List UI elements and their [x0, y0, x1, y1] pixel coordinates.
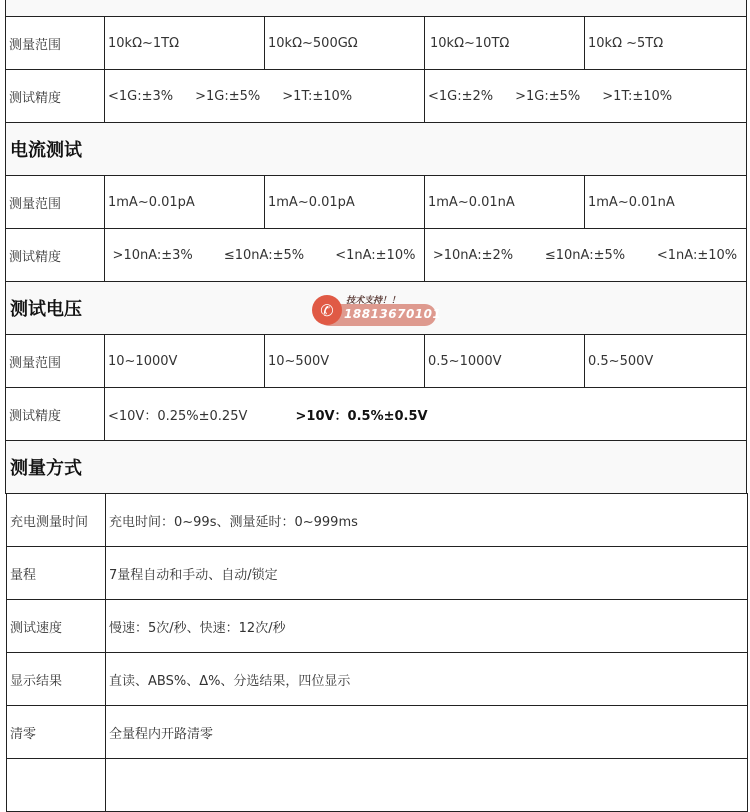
- row-label: 测试精度: [6, 70, 105, 123]
- table-row: [7, 494, 748, 547]
- range-cell: 10kΩ~10TΩ: [425, 17, 585, 70]
- method-table: [6, 493, 748, 812]
- range-cell: 10~1000V: [105, 335, 265, 388]
- range-cell: 10kΩ ~5TΩ: [585, 17, 747, 70]
- phone-icon: ✆: [312, 295, 342, 325]
- row-label: 测量范围: [6, 335, 105, 388]
- accuracy-value: >1T:±10%: [282, 88, 353, 104]
- range-cell: 1mA~0.01pA: [265, 176, 425, 229]
- accuracy-value: ≤10nA:±5%: [223, 247, 305, 263]
- row-value: 7量程自动和手动、自动/锁定: [106, 547, 748, 600]
- row-label: 测量范围: [6, 176, 105, 229]
- table-row: [7, 653, 748, 706]
- table-row: [6, 229, 747, 282]
- contact-watermark: [312, 293, 442, 331]
- row-value: 充电时间：0~99s、测量延时：0~999ms: [106, 494, 748, 547]
- accuracy-value: <10V：0.25%±0.25V: [108, 408, 248, 424]
- accuracy-value: >10V：0.5%±0.5V: [295, 408, 428, 424]
- row-label: 充电测量时间: [7, 494, 106, 547]
- accuracy-value: >10nA:±3%: [112, 247, 193, 263]
- range-cell: 10kΩ~1TΩ: [105, 17, 265, 70]
- accuracy-cell: [425, 70, 747, 123]
- row-label: 清零: [7, 706, 106, 759]
- range-cell: 1mA~0.01pA: [105, 176, 265, 229]
- table-row: [7, 706, 748, 759]
- row-label: 量程: [7, 547, 106, 600]
- row-label: 测试精度: [6, 229, 105, 282]
- accuracy-cell: [105, 388, 747, 441]
- section-title: 测试电压: [6, 282, 747, 335]
- accuracy-value: >10nA:±2%: [432, 247, 514, 263]
- range-cell: 1mA~0.01nA: [425, 176, 585, 229]
- watermark-caption: 技术支持！！: [346, 296, 401, 306]
- accuracy-value: <1G:±3%: [108, 88, 174, 104]
- row-label: 测试精度: [6, 388, 105, 441]
- row-label: 显示结果: [7, 653, 106, 706]
- section-title: 测量方式: [6, 441, 747, 494]
- row-value: 全量程内开路清零: [106, 706, 748, 759]
- table-row: [7, 759, 748, 812]
- row-value: 直读、ABS%、Δ%、分选结果，四位显示: [106, 653, 748, 706]
- range-cell: 0.5~1000V: [425, 335, 585, 388]
- accuracy-value: <1G:±2%: [428, 88, 494, 104]
- range-cell: 0.5~500V: [585, 335, 747, 388]
- section-header: [6, 123, 747, 176]
- accuracy-cell: [425, 229, 747, 282]
- previous-section-header: [5, 0, 747, 17]
- range-cell: 1mA~0.01nA: [585, 176, 747, 229]
- row-label: 测试速度: [7, 600, 106, 653]
- spec-table: [5, 16, 747, 494]
- accuracy-cell: [105, 70, 425, 123]
- row-value: 慢速：5次/秒、快速：12次/秒: [106, 600, 748, 653]
- row-label: [7, 759, 106, 812]
- accuracy-value: >1T:±10%: [602, 88, 673, 104]
- table-row: [7, 547, 748, 600]
- range-cell: 10~500V: [265, 335, 425, 388]
- table-row: [6, 335, 747, 388]
- accuracy-value: <1nA:±10%: [335, 247, 416, 263]
- table-row: [6, 388, 747, 441]
- accuracy-value: ≤10nA:±5%: [544, 247, 626, 263]
- accuracy-value: >1G:±5%: [515, 88, 581, 104]
- accuracy-value: <1nA:±10%: [656, 247, 738, 263]
- table-row: [6, 176, 747, 229]
- row-value: [106, 759, 748, 812]
- row-label: 测量范围: [6, 17, 105, 70]
- accuracy-cell: [105, 229, 425, 282]
- table-row: [6, 17, 747, 70]
- section-header: [6, 441, 747, 494]
- table-row: [6, 70, 747, 123]
- accuracy-value: >1G:±5%: [195, 88, 261, 104]
- range-cell: 10kΩ~500GΩ: [265, 17, 425, 70]
- section-title: 电流测试: [6, 123, 747, 176]
- watermark-phone: 18813670101: [344, 307, 442, 321]
- table-row: [7, 600, 748, 653]
